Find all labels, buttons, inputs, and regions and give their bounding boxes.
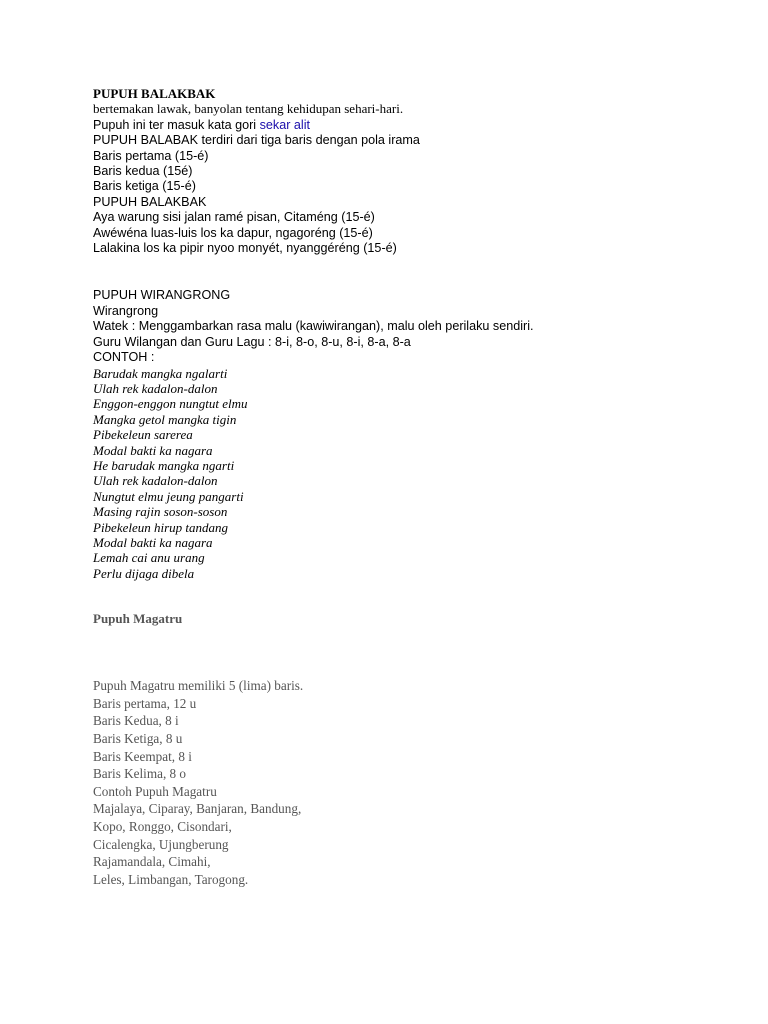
- wirangrong-line: Watek : Menggambarkan rasa malu (kawiwirangan), malu oleh perilaku sendiri.: [93, 319, 534, 334]
- balakbak-line: Baris ketiga (15-é): [93, 179, 196, 194]
- wirangrong-line: Guru Wilangan dan Guru Lagu : 8-i, 8-o, 8-u, 8-i, 8-a, 8-a: [93, 334, 411, 349]
- contoh-line: Enggon-enggon nungtut elmu: [93, 396, 248, 412]
- document-page: [93, 86, 733, 888]
- balakbak-kata-gori: [93, 117, 733, 133]
- balakbak-line: PUPUH BALABAK terdiri dari tiga baris dengan pola irama: [93, 133, 420, 148]
- magatru-line: Baris Kelima, 8 o: [93, 766, 187, 782]
- magatru-line: Cicalengka, Ujungberung: [93, 836, 229, 852]
- contoh-line: He barudak mangka ngarti: [93, 457, 235, 473]
- balakbak-line: PUPUH BALAKBAK: [93, 194, 207, 209]
- contoh-line: Masing rajin soson-soson: [93, 504, 228, 520]
- balakbak-line: Aya warung sisi jalan ramé pisan, Citaméng (15-é): [93, 210, 375, 225]
- magatru-line: Kopo, Ronggo, Cisondari,: [93, 818, 232, 834]
- contoh-line: Modal bakti ka nagara: [93, 442, 213, 458]
- balakbak-title: PUPUH BALAKBAK: [93, 86, 216, 101]
- balakbak-line: Awéwéna luas-luis los ka dapur, ngagoréng (15-é): [93, 225, 373, 240]
- magatru-line: Baris Kedua, 8 i: [93, 713, 179, 729]
- kata-gori-text: Pupuh ini ter masuk kata gori: [93, 117, 260, 132]
- balakbak-line: Baris pertama (15-é): [93, 148, 209, 163]
- sekar-alit-link[interactable]: sekar alit: [259, 117, 311, 132]
- contoh-line: Modal bakti ka nagara: [93, 534, 213, 550]
- wirangrong-title: PUPUH WIRANGRONG: [93, 288, 231, 303]
- section-wirangrong: [93, 288, 733, 581]
- contoh-line: Barudak mangka ngalarti: [93, 365, 228, 381]
- contoh-line: Mangka getol mangka tigin: [93, 411, 237, 427]
- magatru-line: Contoh Pupuh Magatru: [93, 783, 217, 799]
- contoh-line: Pibekeleun sarerea: [93, 427, 193, 443]
- magatru-line: Pupuh Magatru memiliki 5 (lima) baris.: [93, 678, 304, 694]
- magatru-line: Majalaya, Ciparay, Banjaran, Bandung,: [93, 801, 302, 817]
- wirangrong-line: CONTOH :: [93, 350, 155, 365]
- magatru-line: Baris Ketiga, 8 u: [93, 730, 183, 746]
- contoh-line: Pibekeleun hirup tandang: [93, 519, 229, 535]
- section-magatru: [93, 677, 733, 888]
- section-balakbak: [93, 86, 733, 256]
- magatru-title: Pupuh Magatru: [93, 611, 183, 627]
- magatru-line: Baris Keempat, 8 i: [93, 748, 192, 764]
- magatru-line: Baris pertama, 12 u: [93, 695, 197, 711]
- balakbak-line: Lalakina los ka pipir nyoo monyét, nyanggéréng (15-é): [93, 241, 397, 256]
- wirangrong-line: Wirangrong: [93, 303, 159, 318]
- contoh-line: Ulah rek kadalon-dalon: [93, 473, 218, 489]
- magatru-line: Leles, Limbangan, Tarogong.: [93, 871, 249, 887]
- contoh-line: Ulah rek kadalon-dalon: [93, 380, 218, 396]
- contoh-line: Nungtut elmu jeung pangarti: [93, 488, 244, 504]
- contoh-line: Lemah cai anu urang: [93, 550, 205, 566]
- balakbak-watek: bertemakan lawak, banyolan tentang kehidupan sehari-hari.: [93, 101, 404, 117]
- magatru-line: Rajamandala, Cimahi,: [93, 854, 211, 870]
- contoh-line: Perlu dijaga dibela: [93, 565, 195, 581]
- balakbak-line: Baris kedua (15é): [93, 164, 193, 179]
